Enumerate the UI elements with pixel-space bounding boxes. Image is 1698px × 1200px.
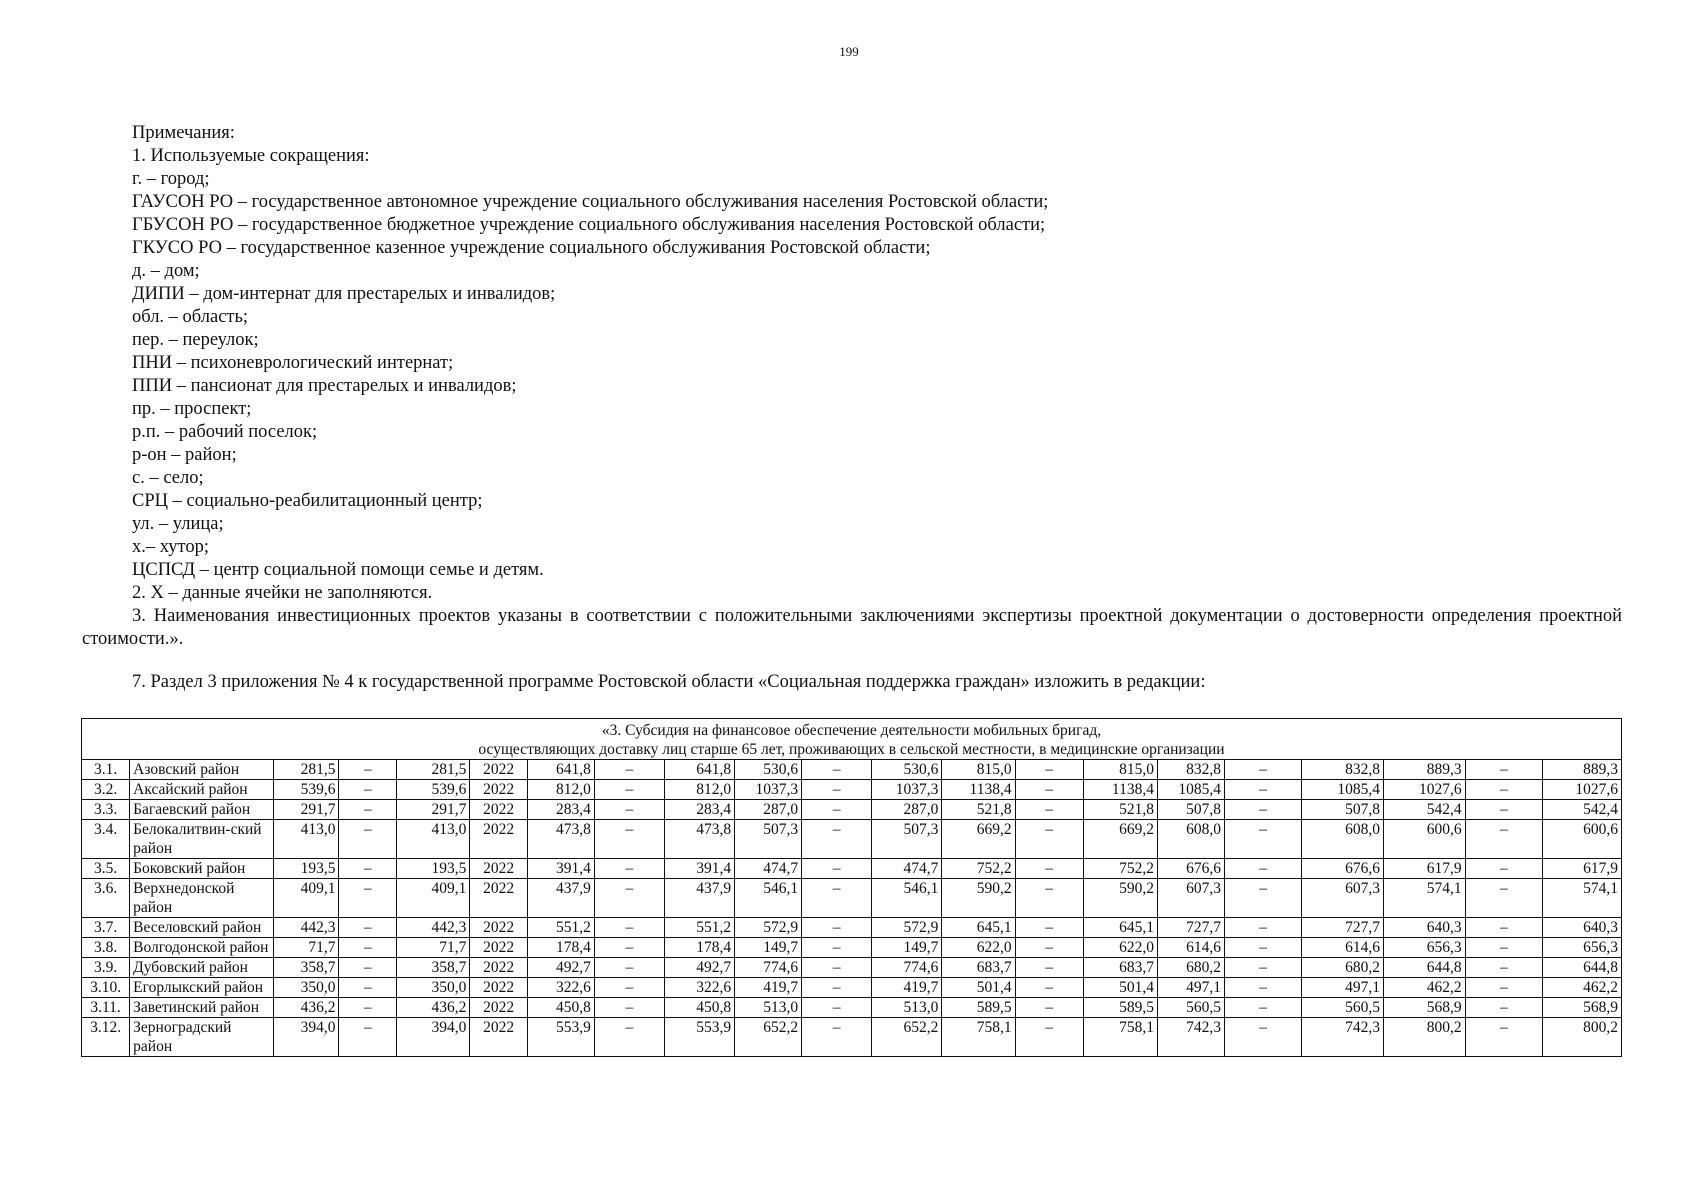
table-cell: –: [594, 938, 664, 958]
table-row: [82, 958, 1622, 978]
table-cell: 568,9: [1384, 998, 1466, 1018]
table-cell: –: [1224, 998, 1301, 1018]
district-name: Верхнедонской район: [130, 879, 273, 918]
table-cell: –: [594, 780, 664, 800]
table-cell: 462,2: [1384, 978, 1466, 998]
subsidy-table: [81, 718, 1622, 1057]
table-cell: –: [802, 938, 872, 958]
table-cell: 501,4: [942, 978, 1015, 998]
table-cell: –: [594, 820, 664, 859]
row-number: 3.8.: [82, 938, 130, 958]
table-cell: 551,2: [527, 918, 594, 938]
table-cell: –: [1015, 998, 1083, 1018]
table-cell: 283,4: [527, 800, 594, 820]
table-cell: –: [1465, 938, 1542, 958]
table-cell: 889,3: [1384, 760, 1466, 780]
table-cell: 442,3: [273, 918, 339, 938]
abbreviation-item: ЦСПСД – центр социальной помощи семье и детям.: [132, 560, 544, 580]
abbreviations-heading: 1. Используемые сокращения:: [132, 146, 370, 166]
table-cell: 1138,4: [942, 780, 1015, 800]
table-cell: 676,6: [1302, 859, 1384, 879]
table-cell: 178,4: [527, 938, 594, 958]
table-cell: 501,4: [1083, 978, 1157, 998]
table-cell: 492,7: [527, 958, 594, 978]
table-cell: 560,5: [1157, 998, 1224, 1018]
table-cell: 546,1: [872, 879, 942, 918]
table-cell: 676,6: [1157, 859, 1224, 879]
table-cell: 614,6: [1157, 938, 1224, 958]
note-3: 3. Наименования инвестиционных проектов указаны в соответствии с положительными заключениями экспертизы проектной документации о достоверности определения проектной стоимости.».: [82, 606, 1622, 649]
table-cell: 71,7: [397, 938, 470, 958]
table-cell: 608,0: [1157, 820, 1224, 859]
table-cell: 1085,4: [1302, 780, 1384, 800]
table-cell: –: [802, 859, 872, 879]
table-cell: –: [1224, 859, 1301, 879]
table-row: [82, 978, 1622, 998]
table-cell: 600,6: [1384, 820, 1466, 859]
table-cell: 507,8: [1157, 800, 1224, 820]
table-cell: 507,8: [1302, 800, 1384, 820]
table-cell: –: [594, 859, 664, 879]
table-cell: 652,2: [872, 1018, 942, 1057]
district-name: Багаевский район: [130, 800, 273, 820]
row-number: 3.7.: [82, 918, 130, 938]
table-cell: 283,4: [664, 800, 734, 820]
table-cell: –: [339, 820, 397, 859]
abbreviation-item: ГАУСОН РО – государственное автономное учреждение социального обслуживания населения Ростовской области;: [132, 192, 1049, 212]
table-cell: –: [802, 780, 872, 800]
abbreviation-item: х.– хутор;: [132, 537, 210, 557]
table-cell: –: [1015, 859, 1083, 879]
table-cell: 178,4: [664, 938, 734, 958]
table-cell: 530,6: [735, 760, 802, 780]
table-cell: 758,1: [1083, 1018, 1157, 1057]
table-cell: 358,7: [397, 958, 470, 978]
abbreviation-item: р-он – район;: [132, 445, 237, 465]
abbreviation-item: СРЦ – социально-реабилитационный центр;: [132, 491, 483, 511]
table-cell: 617,9: [1543, 859, 1622, 879]
table-cell: 645,1: [1083, 918, 1157, 938]
table-cell: 542,4: [1384, 800, 1466, 820]
table-cell: 683,7: [942, 958, 1015, 978]
table-cell: –: [339, 998, 397, 1018]
table-cell: –: [594, 800, 664, 820]
table-cell: –: [1015, 879, 1083, 918]
table-cell: 572,9: [872, 918, 942, 938]
abbreviation-item: р.п. – рабочий поселок;: [132, 422, 318, 442]
table-cell: 358,7: [273, 958, 339, 978]
note-2: 2. Х – данные ячейки не заполняются.: [132, 583, 433, 603]
table-cell: 450,8: [664, 998, 734, 1018]
table-cell: –: [339, 918, 397, 938]
table-cell: 617,9: [1384, 859, 1466, 879]
table-row: [82, 780, 1622, 800]
table-cell: –: [594, 879, 664, 918]
table-cell: 350,0: [397, 978, 470, 998]
table-cell: 473,8: [664, 820, 734, 859]
table-cell: 436,2: [273, 998, 339, 1018]
table-cell: 774,6: [735, 958, 802, 978]
table-cell: –: [1015, 918, 1083, 938]
table-cell: –: [1465, 879, 1542, 918]
table-cell: –: [1015, 938, 1083, 958]
table-row: [82, 998, 1622, 1018]
table-cell: 193,5: [397, 859, 470, 879]
table-cell: –: [1465, 820, 1542, 859]
table-title-line-1: «3. Субсидия на финансовое обеспечение деятельности мобильных бригад,: [601, 722, 1102, 739]
abbreviation-item: г. – город;: [132, 169, 210, 189]
table-cell: 774,6: [872, 958, 942, 978]
table-cell: 530,6: [872, 760, 942, 780]
table-cell: 574,1: [1543, 879, 1622, 918]
table-cell: –: [802, 800, 872, 820]
table-cell: –: [802, 998, 872, 1018]
table-cell: 742,3: [1302, 1018, 1384, 1057]
table-cell: –: [802, 918, 872, 938]
table-cell: 590,2: [942, 879, 1015, 918]
table-cell: 812,0: [527, 780, 594, 800]
table-cell: 2022: [470, 998, 528, 1018]
table-cell: 394,0: [397, 1018, 470, 1057]
table-cell: 507,3: [872, 820, 942, 859]
table-cell: 419,7: [735, 978, 802, 998]
table-cell: –: [339, 938, 397, 958]
table-cell: –: [339, 859, 397, 879]
table-row: [82, 859, 1622, 879]
table-cell: 589,5: [942, 998, 1015, 1018]
table-cell: 474,7: [872, 859, 942, 879]
table-row: [82, 800, 1622, 820]
table-cell: –: [1224, 1018, 1301, 1057]
table-cell: 507,3: [735, 820, 802, 859]
table-cell: –: [594, 958, 664, 978]
table-cell: –: [1015, 760, 1083, 780]
table-cell: 71,7: [273, 938, 339, 958]
table-cell: 889,3: [1543, 760, 1622, 780]
table-cell: –: [1224, 938, 1301, 958]
table-cell: 521,8: [1083, 800, 1157, 820]
table-cell: –: [594, 760, 664, 780]
table-cell: 640,3: [1384, 918, 1466, 938]
table-cell: 832,8: [1157, 760, 1224, 780]
district-name: Егорлыкский район: [130, 978, 273, 998]
amendment-instruction: 7. Раздел 3 приложения № 4 к государственной программе Ростовской области «Социальная поддержка граждан» изложить в редакции:: [132, 672, 1206, 692]
district-name: Заветинский район: [130, 998, 273, 1018]
table-cell: 413,0: [397, 820, 470, 859]
table-cell: –: [1015, 800, 1083, 820]
table-cell: 1138,4: [1083, 780, 1157, 800]
table-cell: 645,1: [942, 918, 1015, 938]
row-number: 3.10.: [82, 978, 130, 998]
table-cell: 568,9: [1543, 998, 1622, 1018]
abbreviation-item: д. – дом;: [132, 261, 200, 281]
table-cell: 149,7: [735, 938, 802, 958]
table-cell: 513,0: [872, 998, 942, 1018]
table-cell: –: [1015, 780, 1083, 800]
table-cell: 644,8: [1543, 958, 1622, 978]
table-cell: 497,1: [1302, 978, 1384, 998]
table-cell: 641,8: [527, 760, 594, 780]
table-cell: 656,3: [1543, 938, 1622, 958]
table-cell: –: [1224, 879, 1301, 918]
table-cell: 281,5: [397, 760, 470, 780]
row-number: 3.9.: [82, 958, 130, 978]
table-cell: –: [594, 1018, 664, 1057]
abbreviation-item: ППИ – пансионат для престарелых и инвалидов;: [132, 376, 517, 396]
table-cell: 391,4: [664, 859, 734, 879]
table-cell: 1085,4: [1157, 780, 1224, 800]
table-cell: –: [339, 780, 397, 800]
table-cell: 350,0: [273, 978, 339, 998]
table-cell: 2022: [470, 859, 528, 879]
table-cell: –: [1465, 800, 1542, 820]
abbreviation-item: пр. – проспект;: [132, 399, 252, 419]
table-cell: 462,2: [1543, 978, 1622, 998]
table-cell: 2022: [470, 760, 528, 780]
row-number: 3.1.: [82, 760, 130, 780]
table-cell: 551,2: [664, 918, 734, 938]
table-cell: 539,6: [273, 780, 339, 800]
table-cell: –: [339, 958, 397, 978]
table-cell: 669,2: [1083, 820, 1157, 859]
table-cell: –: [339, 879, 397, 918]
table-cell: –: [339, 760, 397, 780]
table-cell: 680,2: [1302, 958, 1384, 978]
table-cell: –: [1465, 998, 1542, 1018]
table-cell: 622,0: [1083, 938, 1157, 958]
abbreviation-item: ПНИ – психоневрологический интернат;: [132, 353, 454, 373]
table-cell: 815,0: [1083, 760, 1157, 780]
table-cell: –: [802, 1018, 872, 1057]
table-cell: –: [1465, 760, 1542, 780]
table-cell: 1037,3: [872, 780, 942, 800]
table-cell: 622,0: [942, 938, 1015, 958]
abbreviation-item: ГКУСО РО – государственное казенное учреждение социального обслуживания Ростовской области;: [132, 238, 931, 258]
table-title: [82, 719, 1622, 760]
table-row: [82, 879, 1622, 918]
table-cell: –: [802, 879, 872, 918]
table-cell: –: [1224, 820, 1301, 859]
table-cell: 758,1: [942, 1018, 1015, 1057]
table-cell: 590,2: [1083, 879, 1157, 918]
table-cell: –: [1224, 958, 1301, 978]
table-cell: 815,0: [942, 760, 1015, 780]
table-cell: 742,3: [1157, 1018, 1224, 1057]
table-cell: 2022: [470, 800, 528, 820]
table-cell: 680,2: [1157, 958, 1224, 978]
table-cell: 2022: [470, 978, 528, 998]
table-cell: –: [339, 978, 397, 998]
table-cell: 437,9: [527, 879, 594, 918]
table-cell: –: [1224, 800, 1301, 820]
district-name: Азовский район: [130, 760, 273, 780]
table-cell: –: [594, 918, 664, 938]
table-cell: 572,9: [735, 918, 802, 938]
table-cell: 1027,6: [1543, 780, 1622, 800]
table-cell: –: [802, 978, 872, 998]
table-cell: 437,9: [664, 879, 734, 918]
table-row: [82, 918, 1622, 938]
table-cell: 442,3: [397, 918, 470, 938]
table-cell: –: [1465, 859, 1542, 879]
table-cell: 409,1: [397, 879, 470, 918]
page-number: 199: [839, 44, 859, 59]
table-row: [82, 760, 1622, 780]
table-row: [82, 820, 1622, 859]
abbreviation-item: пер. – переулок;: [132, 330, 259, 350]
table-cell: –: [594, 998, 664, 1018]
row-number: 3.4.: [82, 820, 130, 859]
table-cell: 2022: [470, 1018, 528, 1057]
abbreviation-item: ул. – улица;: [132, 514, 224, 534]
table-cell: –: [339, 800, 397, 820]
table-cell: –: [594, 978, 664, 998]
table-cell: 413,0: [273, 820, 339, 859]
abbreviations-list: [82, 168, 1622, 582]
table-cell: –: [802, 958, 872, 978]
table-cell: 149,7: [872, 938, 942, 958]
table-cell: –: [1465, 1018, 1542, 1057]
table-cell: 644,8: [1384, 958, 1466, 978]
district-name: Веселовский район: [130, 918, 273, 938]
table-cell: 291,7: [273, 800, 339, 820]
table-cell: –: [1224, 918, 1301, 938]
table-cell: 752,2: [1083, 859, 1157, 879]
table-cell: –: [1224, 760, 1301, 780]
table-cell: 497,1: [1157, 978, 1224, 998]
table-cell: 2022: [470, 820, 528, 859]
row-number: 3.12.: [82, 1018, 130, 1057]
row-number: 3.11.: [82, 998, 130, 1018]
table-cell: 513,0: [735, 998, 802, 1018]
table-cell: 492,7: [664, 958, 734, 978]
table-cell: 553,9: [527, 1018, 594, 1057]
table-cell: 2022: [470, 918, 528, 938]
table-cell: 608,0: [1302, 820, 1384, 859]
table-cell: 553,9: [664, 1018, 734, 1057]
table-row: [82, 938, 1622, 958]
table-cell: 640,3: [1543, 918, 1622, 938]
table-cell: –: [339, 1018, 397, 1057]
table-cell: –: [1465, 978, 1542, 998]
table-cell: –: [1015, 1018, 1083, 1057]
district-name: Аксайский район: [130, 780, 273, 800]
table-cell: 287,0: [872, 800, 942, 820]
table-cell: 560,5: [1302, 998, 1384, 1018]
table-cell: 669,2: [942, 820, 1015, 859]
table-cell: –: [1015, 978, 1083, 998]
table-cell: 641,8: [664, 760, 734, 780]
table-cell: –: [1015, 958, 1083, 978]
table-cell: 832,8: [1302, 760, 1384, 780]
abbreviation-item: с. – село;: [132, 468, 204, 488]
table-cell: 473,8: [527, 820, 594, 859]
table-cell: 450,8: [527, 998, 594, 1018]
table-cell: –: [1465, 958, 1542, 978]
district-name: Зерноградский район: [130, 1018, 273, 1057]
table-cell: 287,0: [735, 800, 802, 820]
table-cell: 1027,6: [1384, 780, 1466, 800]
table-cell: –: [1224, 978, 1301, 998]
table-cell: 589,5: [1083, 998, 1157, 1018]
table-cell: 656,3: [1384, 938, 1466, 958]
table-cell: 652,2: [735, 1018, 802, 1057]
notes-heading: Примечания:: [132, 123, 235, 143]
table-cell: –: [802, 820, 872, 859]
table-cell: 607,3: [1302, 879, 1384, 918]
table-cell: 800,2: [1384, 1018, 1466, 1057]
table-cell: 521,8: [942, 800, 1015, 820]
table-title-row: [82, 719, 1622, 760]
abbreviation-item: обл. – область;: [132, 307, 249, 327]
district-name: Дубовский район: [130, 958, 273, 978]
table-cell: –: [1224, 780, 1301, 800]
notes-section: [82, 122, 1622, 651]
table-cell: 1037,3: [735, 780, 802, 800]
table-cell: 727,7: [1302, 918, 1384, 938]
table-cell: 419,7: [872, 978, 942, 998]
table-cell: 394,0: [273, 1018, 339, 1057]
district-name: Волгодонской район: [130, 938, 273, 958]
table-cell: 607,3: [1157, 879, 1224, 918]
table-cell: 322,6: [664, 978, 734, 998]
table-cell: 800,2: [1543, 1018, 1622, 1057]
district-name: Белокалитвин-ский район: [130, 820, 273, 859]
table-cell: 2022: [470, 958, 528, 978]
row-number: 3.2.: [82, 780, 130, 800]
table-cell: 2022: [470, 938, 528, 958]
table-cell: 574,1: [1384, 879, 1466, 918]
table-cell: 2022: [470, 879, 528, 918]
abbreviation-item: ГБУСОН РО – государственное бюджетное учреждение социального обслуживания населения Ростовской области;: [132, 215, 1046, 235]
table-cell: 539,6: [397, 780, 470, 800]
row-number: 3.3.: [82, 800, 130, 820]
row-number: 3.6.: [82, 879, 130, 918]
table-cell: 436,2: [397, 998, 470, 1018]
row-number: 3.5.: [82, 859, 130, 879]
table-cell: 291,7: [397, 800, 470, 820]
table-row: [82, 1018, 1622, 1057]
table-cell: 727,7: [1157, 918, 1224, 938]
table-cell: 409,1: [273, 879, 339, 918]
table-cell: –: [1465, 918, 1542, 938]
table-cell: 542,4: [1543, 800, 1622, 820]
table-cell: 193,5: [273, 859, 339, 879]
abbreviation-item: ДИПИ – дом-интернат для престарелых и инвалидов;: [132, 284, 556, 304]
table-cell: 614,6: [1302, 938, 1384, 958]
table-cell: 752,2: [942, 859, 1015, 879]
table-cell: –: [1015, 820, 1083, 859]
table-cell: –: [1465, 780, 1542, 800]
table-cell: –: [802, 760, 872, 780]
table-cell: 683,7: [1083, 958, 1157, 978]
table-title-line-2: осуществляющих доставку лиц старше 65 лет, проживающих в сельской местности, в медицинские организации: [478, 741, 1225, 758]
table-cell: 2022: [470, 780, 528, 800]
table-cell: 281,5: [273, 760, 339, 780]
district-name: Боковский район: [130, 859, 273, 879]
table-cell: 812,0: [664, 780, 734, 800]
table-cell: 391,4: [527, 859, 594, 879]
table-cell: 322,6: [527, 978, 594, 998]
table-cell: 474,7: [735, 859, 802, 879]
table-cell: 546,1: [735, 879, 802, 918]
table-cell: 600,6: [1543, 820, 1622, 859]
